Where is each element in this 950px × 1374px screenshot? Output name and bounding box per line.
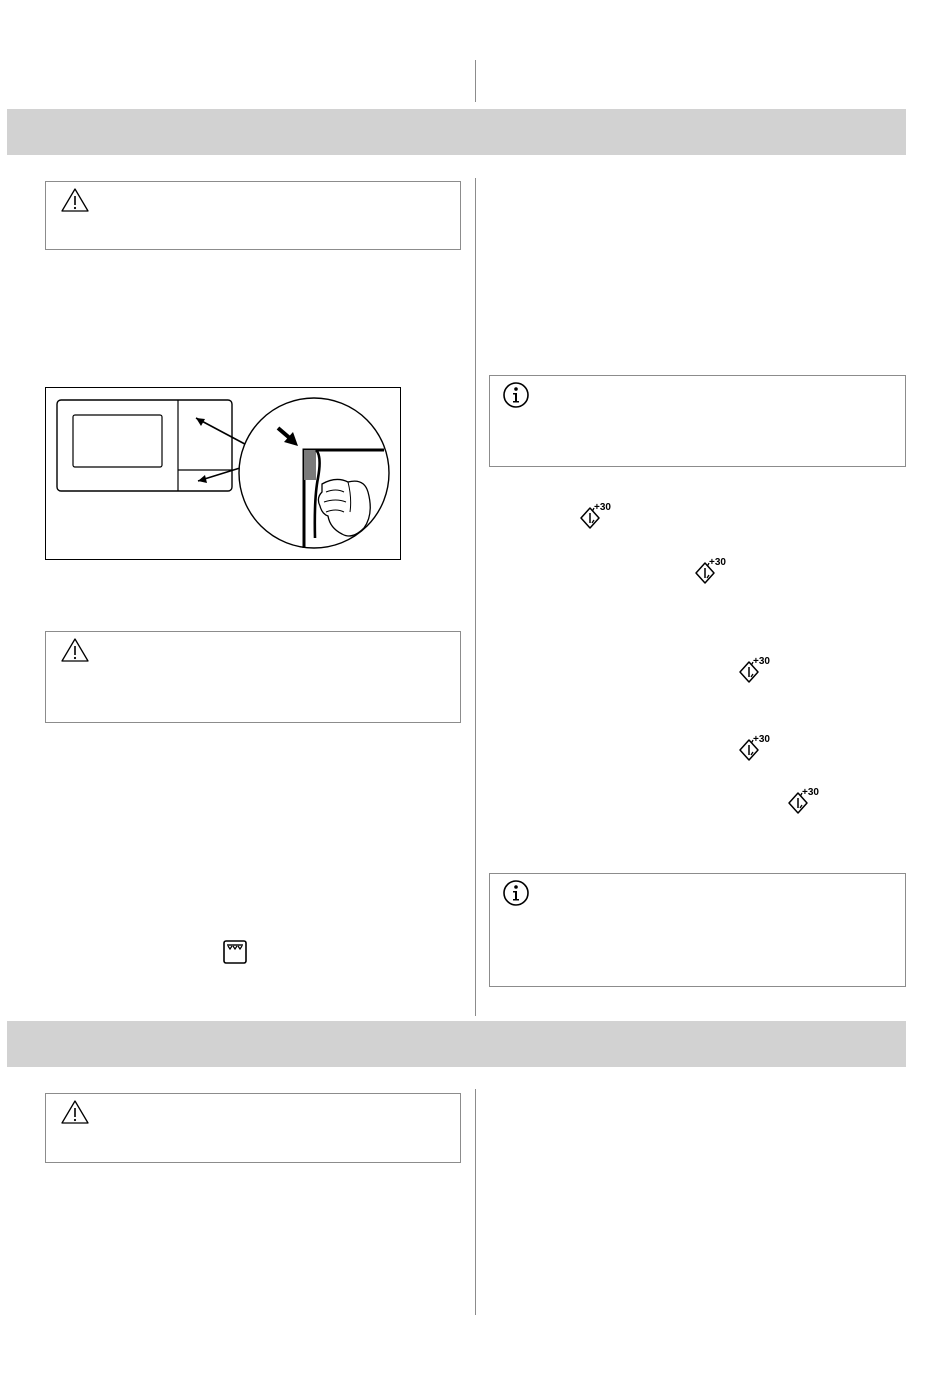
warning-box [45, 631, 461, 723]
gasket-figure-svg [46, 388, 402, 561]
plus-30-label: +30 [594, 502, 611, 513]
warning-triangle-icon [60, 1099, 90, 1125]
warning-triangle-icon [60, 187, 90, 213]
warning-box [45, 181, 461, 250]
plus-30-label: +30 [802, 787, 819, 798]
warning-box [45, 1093, 461, 1163]
plus-30-label: +30 [709, 557, 726, 568]
info-box [489, 375, 906, 467]
section-header-band-2 [7, 1021, 906, 1067]
plus-30-label: +30 [753, 656, 770, 667]
info-circle-icon [502, 879, 530, 907]
plus-30-minutes-icon [737, 656, 773, 686]
plus-30-minutes-icon [578, 502, 614, 532]
plus-30-minutes-icon [737, 734, 773, 764]
plus-30-label: +30 [753, 734, 770, 745]
section-header-band-1 [7, 109, 906, 155]
info-circle-icon [502, 381, 530, 409]
column-divider-top [475, 60, 476, 102]
plus-30-minutes-icon [693, 557, 729, 587]
door-gasket-removal-illustration [45, 387, 401, 560]
info-box [489, 873, 906, 987]
plus-30-minutes-icon [786, 787, 822, 817]
column-divider-section-2 [475, 1089, 476, 1315]
warning-triangle-icon [60, 637, 90, 663]
column-divider-section-1 [475, 178, 476, 1016]
oven-top-heat-icon [222, 939, 248, 965]
